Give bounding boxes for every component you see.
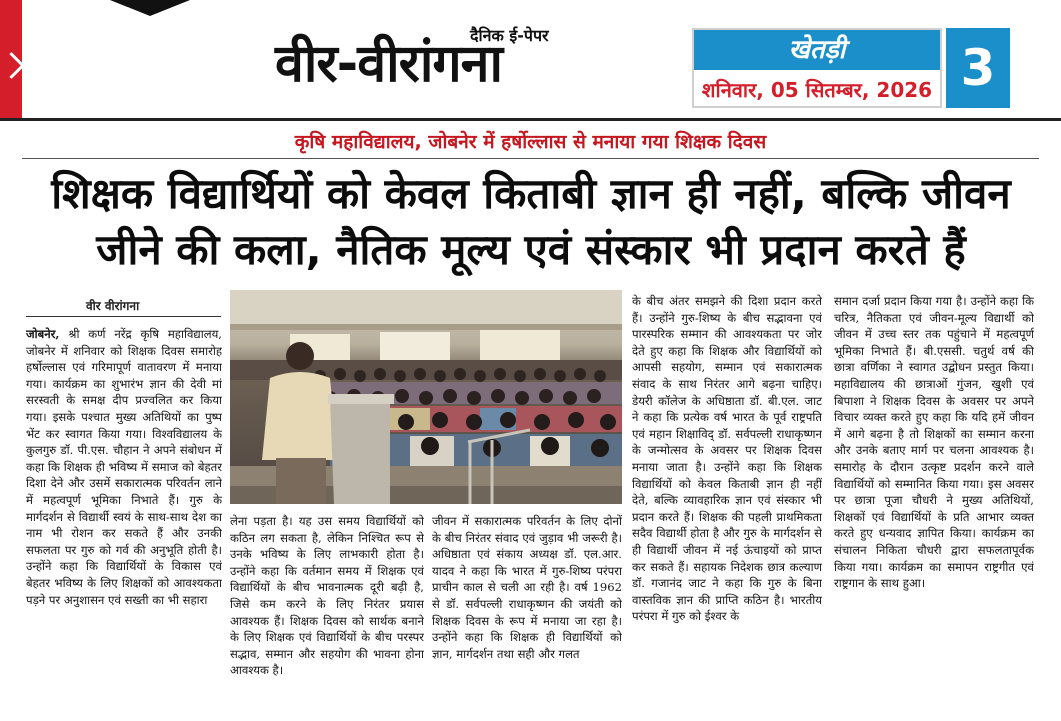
article-column-1 [26, 326, 222, 716]
byline-divider [26, 316, 221, 317]
corner-decoration [0, 0, 22, 118]
column-1-text: श्री कर्ण नरेंद्र कृषि महाविद्यालय, जोबनेर में शनिवार को शिक्षक दिवस समारोह हर्षोल्लास एवं गरिमापूर्ण वातावरण में मनाया गया। कार्यक्रम का शुभारंभ ज्ञान की देवी मां सरस्वती के समक्ष दीप प्रज्वलित कर किया गया। इसके पश्चात मुख्य अतिथियों का पुष्प भेंट कर स्वागत किया गया। विश्वविद्यालय के कुलगुरु डॉ. पी.एस. चौहान ने अपने संबोधन में कहा कि शिक्षक ही भविष्य में समाज को बेहतर दिशा देने और उसमें सकारात्मक परिवर्तन लाने में महत्वपूर्ण भूमिका निभाते हैं। गुरु के मार्गदर्शन से विद्यार्थी स्वयं के साथ-साथ देश का नाम भी रोशन कर सकते हैं और उनकी सफलता पर गुरु को गर्व की अनुभूति होती है। उन्होंने कहा कि विद्यार्थियों के विकास एवं बेहतर भविष्य के लिए शिक्षकों को आवश्यकता पड़ने पर अनुशासन एवं सख्ती का भी सहारा [26, 327, 222, 607]
corner-triangle [110, 0, 190, 16]
main-headline: शिक्षक विद्यार्थियों को केवल किताबी ज्ञान ही नहीं, बल्कि जीवन जीने की कला, नैतिक मूल्य एवं संस्कार भी प्रदान करते हैं [51, 169, 1011, 274]
dateline: जोबनेर, [26, 327, 60, 341]
article-column-4: के बीच अंतर समझने की दिशा प्रदान करते हैं। उन्होंने गुरु-शिष्य के बीच सद्भावना एवं पारस्परिक सम्मान की आवश्यकता पर जोर देते हुए कहा कि शिक्षक और विद्यार्थियों को आपसी सहयोग, सम्मान एवं सकारात्मक संवाद के साथ निरंतर आगे बढ़ना चाहिए। डेयरी कॉलेज के अधिष्ठाता डॉ. बी.एल. जाट ने कहा कि प्रत्येक वर्ष भारत के पूर्व राष्ट्रपति एवं महान शिक्षाविद् डॉ. सर्वपल्ली राधाकृष्णन के जन्मोत्सव के अवसर पर शिक्षक दिवस मनाया जाता है। उन्होंने कहा कि शिक्षक विद्यार्थियों को केवल किताबी ज्ञान ही नहीं देते, बल्कि व्यावहारिक ज्ञान एवं संस्कार भी प्रदान करते हैं। शिक्षक की पहली प्राथमिकता सदैव विद्यार्थी होता है और गुरु के मार्गदर्शन से ही विद्यार्थी जीवन में नई ऊंचाइयों को प्राप्त कर सकते हैं। सहायक निदेशक छात्र कल्याण डॉ. गजानंद जाट ने कहा कि गुरु के बिना वास्तविक ज्ञान की प्राप्ति कठिन है। भारतीय परंपरा में गुरु को ईश्वर के [632, 294, 822, 624]
section-name: खेतड़ी [694, 30, 940, 70]
article-column-2: लेना पड़ता है। यह उस समय विद्यार्थियों को कठिन लग सकता है, लेकिन निश्चित रूप से उनके भविष्य के लिए लाभकारी होता है। उन्होंने कहा कि वर्तमान समय में शिक्षक एवं विद्यार्थियों के बीच भावनात्मक दूरी बढ़ी है, जिसे कम करने के लिए निरंतर प्रयास आवश्यक हैं। शिक्षक दिवस को सार्थक बनाने के लिए शिक्षक एवं विद्यार्थियों के बीच परस्पर सद्भाव, सम्मान और सहयोग की भावना होना आवश्यक है। [230, 514, 424, 678]
issue-date: शनिवार, 05 सितम्बर, 2026 [701, 78, 933, 102]
page-number: 3 [946, 28, 1010, 108]
kicker-divider [22, 158, 1039, 159]
byline: वीर वीरांगना [86, 299, 140, 313]
paper-name: वीर-वीरांगना [275, 34, 502, 94]
kicker-headline: कृषि महाविद्यालय, जोबनेर में हर्षोल्लास से मनाया गया शिक्षक दिवस [294, 131, 767, 153]
event-photo [230, 290, 622, 504]
section-box [692, 28, 942, 108]
edition-label: दैनिक ई-पेपर [470, 26, 549, 45]
event-photo-graphic [230, 290, 622, 504]
masthead-divider [0, 118, 1061, 121]
article-column-5: समान दर्जा प्रदान किया गया है। उन्होंने कहा कि चरित्र, नैतिकता एवं जीवन-मूल्य विद्यार्थी को जीवन में उच्च स्तर तक पहुंचाने में महत्वपूर्ण भूमिका निभाते हैं। बी.एससी. चतुर्थ वर्ष की छात्रा वर्णिका ने स्वागत उद्बोधन प्रस्तुत किया। महाविद्यालय की छात्राओं गुंजन, खुशी एवं बिपाशा ने शिक्षक दिवस के अवसर पर अपने विचार व्यक्त करते हुए कहा कि यदि हमें जीवन में आगे बढ़ना है तो शिक्षकों का सम्मान करना और उनके बताए मार्ग पर चलना आवश्यक है। समारोह के दौरान उत्कृष्ट प्रदर्शन करने वाले विद्यार्थियों को सम्मानित किया गया। इस अवसर पर छात्रा पूजा चौधरी ने मुख्य अतिथियों, शिक्षकों एवं विद्यार्थियों के प्रति आभार व्यक्त करते हुए धन्यवाद ज्ञापित किया। कार्यक्रम का संचालन निकिता चौधरी द्वारा सफलतापूर्वक किया गया। कार्यक्रम का समापन राष्ट्रगीत एवं राष्ट्रगान के साथ हुआ। [834, 294, 1034, 591]
article-column-3: जीवन में सकारात्मक परिवर्तन के लिए दोनों के बीच निरंतर संवाद एवं जुड़ाव भी जरूरी है। अधिष्ठाता एवं संकाय अध्यक्ष डॉ. एल.आर. यादव ने कहा कि भारत में गुरु-शिष्य परंपरा प्राचीन काल से चली आ रही है। वर्ष 1962 से डॉ. सर्वपल्ली राधाकृष्णन की जयंती को शिक्षक दिवस के रूप में मनाया जा रहा है। उन्होंने कहा कि शिक्षक ही विद्यार्थियों को ज्ञान, मार्गदर्शन तथा सही और गलत [432, 514, 622, 661]
